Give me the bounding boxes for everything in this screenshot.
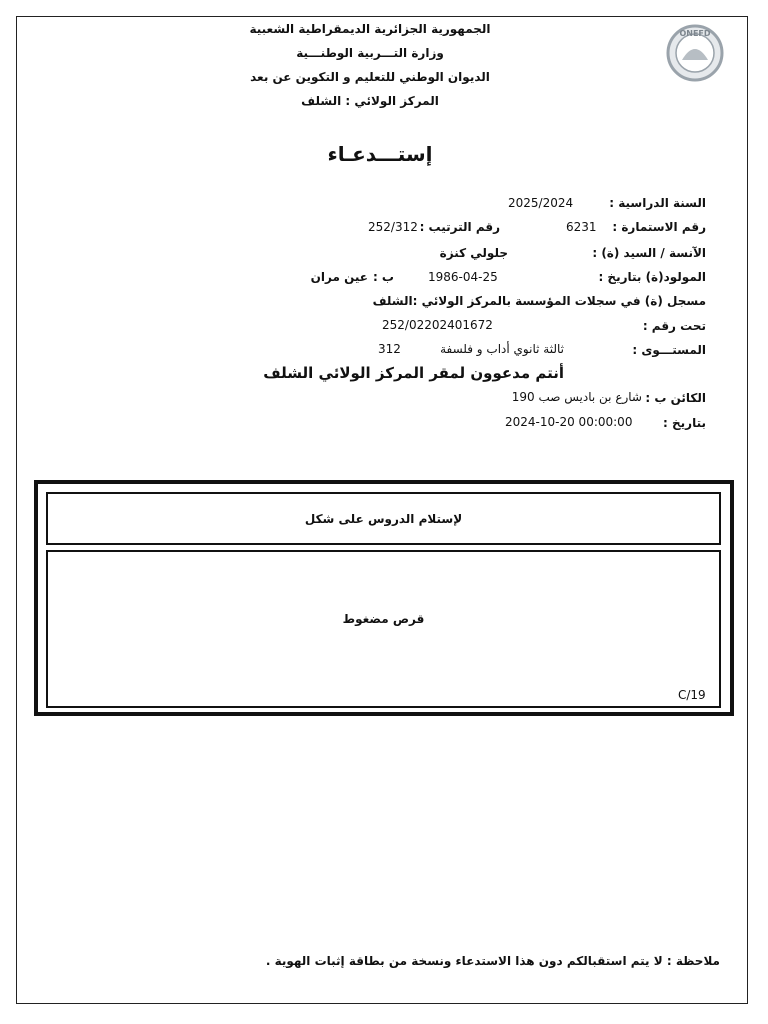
birth-place-value: عين مران [310, 270, 368, 284]
under-number-value: 252/02202401672 [382, 318, 493, 332]
birth-place-label: ب : [372, 270, 394, 284]
birth-date-label: المولود(ة) بتاريخ : [598, 270, 706, 284]
level-group: 312 [378, 342, 401, 356]
name-label: الآنسة / السيد (ة) : [592, 246, 706, 260]
document-title: إستـــدعـاء [327, 142, 433, 166]
address-value: شارع بن باديس صب 190 [511, 390, 642, 404]
box-code: C/19 [678, 688, 706, 702]
header-office: الديوان الوطني للتعليم و التكوين عن بعد [250, 70, 490, 84]
registered-text: مسجل (ة) في سجلات المؤسسة بالمركز الولائي :الشلف [372, 294, 706, 308]
onefd-logo-icon [658, 24, 732, 82]
rank-value: 252/312 [368, 220, 418, 234]
footer-note: ملاحظة : لا يتم استقبالكم دون هذا الاستدعاء ونسخة من بطاقة إثبات الهوية . [265, 954, 720, 968]
rank-label: رقم الترتيب : [419, 220, 500, 234]
appointment-date-value: 2024-10-20 00:00:00 [505, 415, 633, 429]
header-ministry: وزارة التـــربية الوطنـــية [296, 46, 444, 60]
form-number-label: رقم الاستمارة : [612, 220, 706, 234]
year-value: 2025/2024 [508, 196, 574, 210]
delivery-mode-text: لإستلام الدروس على شكل [304, 511, 463, 526]
address-label: الكائن ب : [645, 391, 706, 405]
year-label: السنة الدراسية : [609, 196, 706, 210]
invitation-text: أنتم مدعوون لمقر المركز الولائي الشلف [263, 364, 564, 382]
under-number-label: تحت رقم : [642, 319, 706, 333]
delivery-mode-box [46, 492, 721, 545]
delivery-format-text: قرص مضغوط [342, 612, 425, 626]
header-center: المركز الولائي : الشلف [301, 94, 439, 108]
birth-date-value: 1986-04-25 [428, 270, 498, 284]
level-label: المستـــوى : [632, 343, 706, 357]
level-value: ثالثة ثانوي أداب و فلسفة [440, 342, 564, 356]
header-republic: الجمهورية الجزائرية الديمقراطية الشعبية [249, 22, 491, 36]
logo-text: ONEFD [679, 29, 711, 38]
form-number-value: 6231 [566, 220, 597, 234]
appointment-date-label: بتاريخ : [663, 416, 706, 430]
name-value: جلولي كنزة [439, 246, 508, 260]
delivery-format-box [46, 550, 721, 708]
